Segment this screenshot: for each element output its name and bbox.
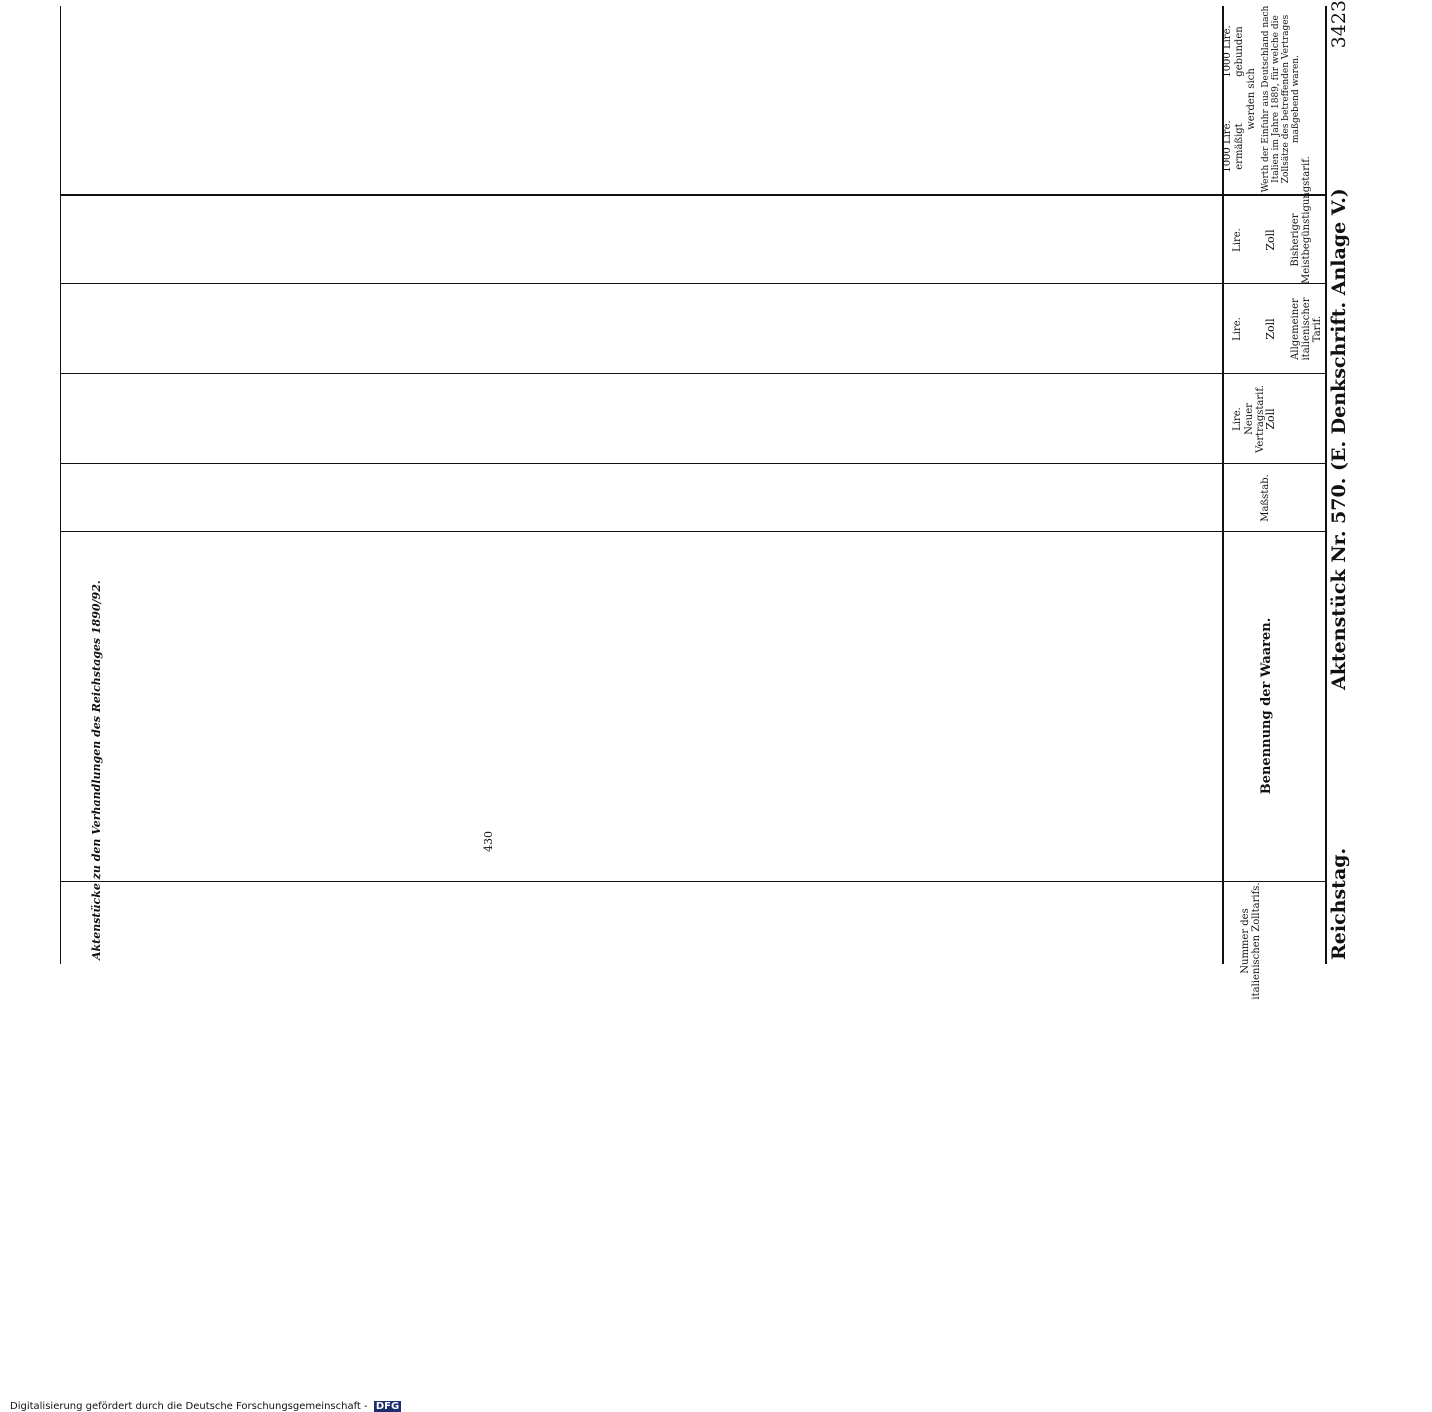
col-head-einfuhr-unit-2: 1000 Lire. xyxy=(1222,25,1233,78)
dfg-credit-text: Digitalisierung gefördert durch die Deutsche Forschungsgemeinschaft - xyxy=(10,1401,368,1412)
header-page-number: 3423 xyxy=(1328,0,1350,49)
header-title: Aktenstück Nr. 570. (E. Denkschrift. Anlage V.) xyxy=(1328,188,1350,690)
col-head-allgemeiner: Allgemeiner italienischer Tarif. xyxy=(1290,297,1323,361)
col-head-einfuhr: Werth der Einfuhr aus Deutschland nach Italien im Jahre 1889, für welche die Zollsätze des betreffenden Vertrages maßgebend waren. xyxy=(1261,5,1301,193)
dfg-credit xyxy=(10,1401,401,1412)
divider-nr xyxy=(60,881,1325,882)
divider-bish xyxy=(60,194,1325,196)
col-head-massstab: Maßstab. xyxy=(1260,474,1271,522)
bottom-rule xyxy=(60,6,61,964)
divider-neu xyxy=(60,373,1325,374)
col-head-einfuhr-sub: werden sich xyxy=(1246,68,1257,130)
col-head-neuer-zoll: Zoll xyxy=(1264,408,1277,430)
page-header xyxy=(1328,0,1362,960)
col-head-benennung: Benennung der Waaren. xyxy=(1259,617,1274,795)
col-head-neuer-unit: Lire. xyxy=(1232,407,1243,431)
header-left: Reichstag. xyxy=(1328,847,1350,960)
col-head-allgemeiner-unit: Lire. xyxy=(1232,317,1243,341)
col-head-neuer: Neuer Vertragstarif. xyxy=(1244,385,1266,453)
divider-allg xyxy=(60,283,1325,284)
dfg-logo: DFG xyxy=(375,1401,400,1412)
footer-page-number: 430 xyxy=(482,831,495,852)
col-head-bisheriger-zoll: Zoll xyxy=(1264,229,1277,251)
col-head-allgemeiner-zoll: Zoll xyxy=(1264,318,1277,340)
col-head-gebunden: gebunden xyxy=(1234,26,1245,77)
col-head-ermaessigt: ermäßigt xyxy=(1234,123,1245,170)
top-rule xyxy=(1325,6,1327,964)
divider-mass xyxy=(60,463,1325,464)
divider-text xyxy=(60,531,1325,532)
footer-text: Aktenstücke zu den Verhandlungen des Reichstages 1890/92. xyxy=(90,580,103,960)
col-head-bisheriger-unit: Lire. xyxy=(1232,228,1243,252)
col-head-einfuhr-unit-1: 1000 Lire. xyxy=(1222,120,1233,173)
col-head-nummer: Nummer des italienischen Zolltarifs. xyxy=(1240,882,1262,1000)
col-head-bisheriger: Bisheriger Meistbegünstigungstarif. xyxy=(1290,156,1312,284)
